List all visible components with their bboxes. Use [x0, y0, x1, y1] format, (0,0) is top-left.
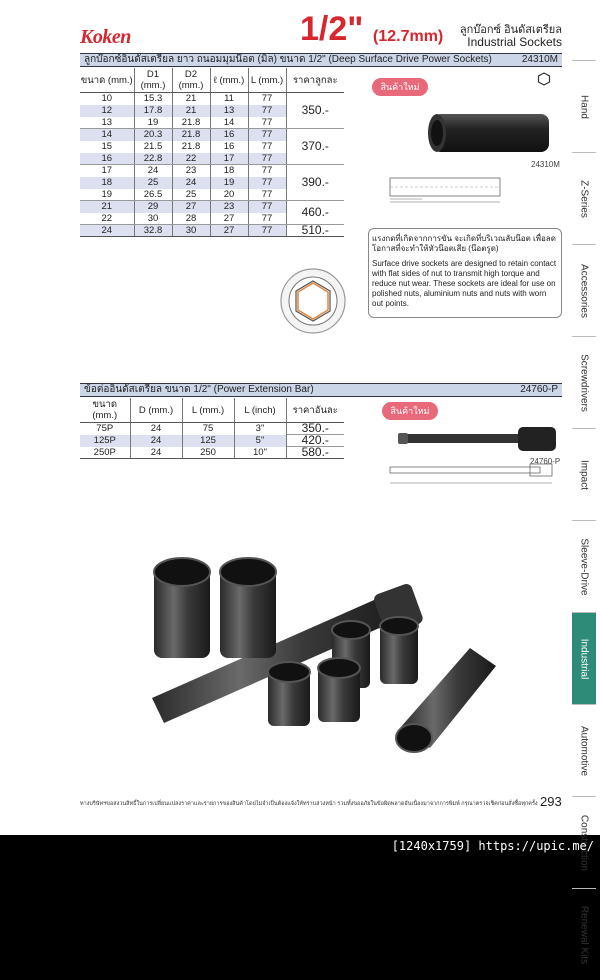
side-tab-industrial[interactable]: [572, 612, 596, 704]
table-cell: 13: [210, 105, 248, 117]
table-cell: 77: [248, 93, 286, 105]
table-cell: 77: [248, 213, 286, 225]
section1-code: 24310M: [521, 54, 558, 65]
price-cell: 420.-: [286, 435, 344, 447]
section1-title: ลูกบ๊อกซ์อินดัสเตรียล ยาว ถนอมมุมน๊อต (มิล) ขนาด 1/2" (Deep Surface Drive Power Sockets): [84, 54, 492, 65]
table-cell: 17: [210, 153, 248, 165]
page-title-mm: (12.7mm): [373, 28, 444, 45]
side-tab-label: Industrial: [578, 638, 590, 680]
table-cell: 24: [130, 435, 182, 447]
table-cell: 250P: [80, 447, 130, 459]
table-cell: 24: [172, 177, 210, 189]
col-size: ขนาด (mm.): [80, 68, 134, 93]
side-tab-screwdrivers[interactable]: [572, 336, 596, 428]
table-cell: 30: [134, 213, 172, 225]
table-cell: 18: [210, 165, 248, 177]
col-l-mm: L (mm.): [182, 398, 234, 423]
table-cell: 13: [80, 117, 134, 129]
table-cell: 23: [210, 201, 248, 213]
side-tab-sleeve-drive[interactable]: [572, 520, 596, 612]
side-tab-automotive[interactable]: [572, 704, 596, 796]
table-cell: 24: [134, 165, 172, 177]
table-cell: 27: [210, 225, 248, 237]
table-cell: 26.5: [134, 189, 172, 201]
table-row: [80, 129, 344, 141]
table-header-row: [80, 68, 344, 93]
table-cell: 27: [172, 201, 210, 213]
side-tab-label: Screwdrivers: [578, 354, 590, 412]
col-d: D (mm.): [130, 398, 182, 423]
table-cell: 77: [248, 177, 286, 189]
section2-title: ข้อต่ออินดัสเตรียล ขนาด 1/2" (Power Extension Bar): [84, 384, 314, 395]
table-cell: 250: [182, 447, 234, 459]
table-cell: 25: [134, 177, 172, 189]
col-l-small: ℓ (mm.): [210, 68, 248, 93]
section1-header: [80, 53, 562, 67]
table-cell: 21.8: [172, 129, 210, 141]
product-group-photo: [140, 548, 540, 788]
col-d2: D2 (mm.): [172, 68, 210, 93]
side-tab-label: Construction: [578, 814, 590, 872]
price-cell: 350.-: [286, 423, 344, 435]
price-cell: 390.-: [286, 165, 344, 201]
price-cell: 350.-: [286, 93, 344, 129]
table-cell: 10: [80, 93, 134, 105]
table-cell: 77: [248, 129, 286, 141]
table-cell: 75: [182, 423, 234, 435]
table-cell: 20: [210, 189, 248, 201]
hex-socket-icon: [537, 72, 551, 86]
price-cell: 460.-: [286, 201, 344, 225]
note-thai: แรงกดที่เกิดจากการขัน จะเกิดที่บริเวณลับน๊อต เพื่อลดโอกาสที่จะทำให้หัวน๊อตเสีย (น๊อตรูด): [372, 234, 556, 253]
table-cell: 125: [182, 435, 234, 447]
page-title-size: 1/2": [300, 10, 364, 48]
side-tab-label: Renewal Kits: [578, 905, 590, 965]
socket-spec-table: [80, 68, 344, 237]
table-cell: 29: [134, 201, 172, 213]
new-product-badge: สินค้าใหม่: [372, 78, 428, 96]
footer-disclaimer: ทางบริษัทฯขอสงวนสิทธิ์ในการเปลี่ยนแปลงราคาและรายการของสินค้าโดยไม่จำเป็นต้องแจ้งให้ทราบล่วงหน้า รวมทั้งขออภัยในข้อผิดพลาดอันเนื่องมาจากการพิมพ์ กรุณาตรวจเช็คก่อนสั่งซื้อทุกครั้ง: [80, 801, 538, 807]
table-cell: 28: [172, 213, 210, 225]
table-cell: 16: [80, 153, 134, 165]
table-cell: 14: [210, 117, 248, 129]
col-size: ขนาด (mm.): [80, 398, 130, 423]
table-cell: 77: [248, 153, 286, 165]
table-cell: 11: [210, 93, 248, 105]
section2-header: [80, 383, 562, 397]
table-cell: 21.8: [172, 141, 210, 153]
table-cell: 18: [80, 177, 134, 189]
col-d1: D1 (mm.): [134, 68, 172, 93]
note-english: Surface drive sockets are designed to retain contact with flat sides of nut to transmit high torque and reduce nut wear. These sockets are ideal for use on polished nuts, aluminium nuts and nuts with worn out points.: [372, 259, 557, 308]
table-cell: 19: [134, 117, 172, 129]
surface-drive-note: [368, 228, 562, 318]
table-cell: 30: [172, 225, 210, 237]
table-cell: 21: [172, 93, 210, 105]
side-tab-label: Z-Series: [578, 180, 590, 218]
table-cell: 125P: [80, 435, 130, 447]
table-row: [80, 201, 344, 213]
table-cell: 22: [80, 213, 134, 225]
table-cell: 12: [80, 105, 134, 117]
table-cell: 32.8: [134, 225, 172, 237]
table-cell: 21.8: [172, 117, 210, 129]
deep-socket-image: [425, 108, 555, 163]
table-cell: 25: [172, 189, 210, 201]
new-product-badge: สินค้าใหม่: [382, 402, 438, 420]
socket-dimension-drawing: [382, 172, 562, 210]
table-cell: 21: [172, 105, 210, 117]
table-cell: 10": [234, 447, 286, 459]
table-cell: 24: [80, 225, 134, 237]
extension-bar-image: [396, 424, 562, 456]
side-tab-impact[interactable]: [572, 428, 596, 520]
table-row: [80, 165, 344, 177]
table-cell: 19: [80, 189, 134, 201]
table-cell: 77: [248, 225, 286, 237]
table-row: [80, 93, 344, 105]
table-cell: 77: [248, 201, 286, 213]
table-header-row: [80, 398, 344, 423]
image-watermark: [1240x1759] https://upic.me/: [391, 839, 594, 853]
table-cell: 77: [248, 165, 286, 177]
table-cell: 22.8: [134, 153, 172, 165]
side-tab-label: Sleeve-Drive: [578, 538, 590, 596]
table-cell: 22: [172, 153, 210, 165]
page-title-english: Industrial Sockets: [467, 35, 562, 49]
table-cell: 23: [172, 165, 210, 177]
table-cell: 5": [234, 435, 286, 447]
table-row: [80, 225, 344, 237]
side-tab-label: Impact: [578, 459, 590, 491]
side-tab-renewal-kits[interactable]: [572, 888, 596, 980]
col-l-inch: L (inch): [234, 398, 286, 423]
side-tab-accessories[interactable]: [572, 244, 596, 336]
table-cell: 14: [80, 129, 134, 141]
side-tab-label: Automotive: [578, 725, 590, 777]
socket-image-caption: 24310M: [531, 160, 560, 169]
section2-code: 24760-P: [520, 384, 558, 395]
table-cell: 20.3: [134, 129, 172, 141]
table-cell: 16: [210, 141, 248, 153]
col-l: L (mm.): [248, 68, 286, 93]
table-cell: 21.5: [134, 141, 172, 153]
price-cell: 370.-: [286, 129, 344, 165]
col-price: ราคาลูกละ: [286, 68, 344, 93]
col-price: ราคาอันละ: [286, 398, 344, 423]
table-cell: 77: [248, 141, 286, 153]
table-row: [80, 447, 344, 459]
koken-logo: Koken: [80, 26, 131, 48]
table-cell: 27: [210, 213, 248, 225]
table-cell: 75P: [80, 423, 130, 435]
page-title-thai: ลูกบ๊อกซ์ อินดัสเตรียล: [459, 24, 562, 36]
side-tab-z-series[interactable]: [572, 152, 596, 244]
page-number: 293: [540, 794, 562, 809]
side-tab-label: Hand: [578, 95, 590, 119]
table-cell: 24: [130, 447, 182, 459]
table-cell: 24: [130, 423, 182, 435]
extension-dimension-drawing: [380, 463, 562, 489]
side-tab-hand[interactable]: [572, 60, 596, 152]
price-cell: 510.-: [286, 225, 344, 237]
table-cell: 77: [248, 189, 286, 201]
table-cell: 21: [80, 201, 134, 213]
price-cell: 580.-: [286, 447, 344, 459]
table-cell: 19: [210, 177, 248, 189]
table-cell: 16: [210, 129, 248, 141]
table-cell: 3": [234, 423, 286, 435]
extension-image-caption: 24760-P: [530, 457, 561, 466]
table-cell: 15.3: [134, 93, 172, 105]
table-cell: 17: [80, 165, 134, 177]
socket-end-view-image: [273, 265, 353, 337]
table-cell: 77: [248, 117, 286, 129]
side-tab-label: Accessories: [578, 264, 590, 318]
table-cell: 17.8: [134, 105, 172, 117]
extension-bar-spec-table: [80, 398, 344, 459]
table-cell: 15: [80, 141, 134, 153]
table-cell: 77: [248, 105, 286, 117]
